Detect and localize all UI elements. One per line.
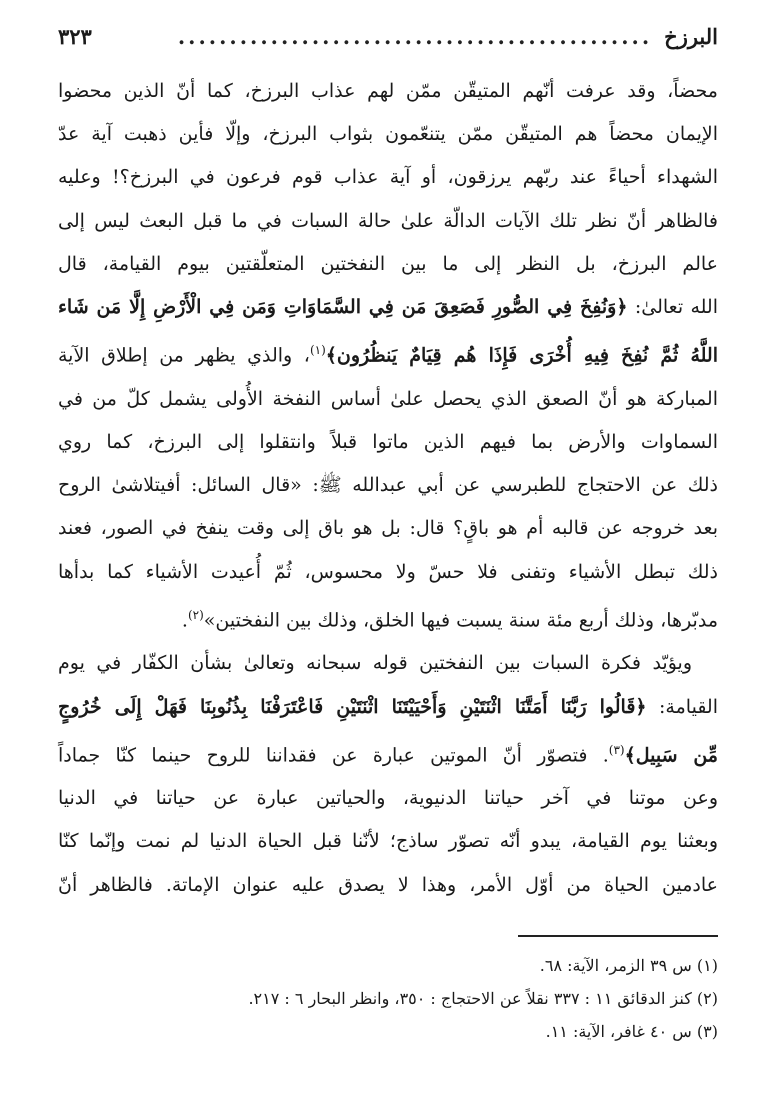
text-line: ذلك عن الاحتجاج للطبرسي عن أبي عبدالله ﷺ: «قال السائل: أفيتلاشىٰ الروح [58,474,718,497]
text-line: وعن موتنا في آخر حياتنا الدنيوية، والحياتين عبارة عن حياتنا في الدنيا [58,787,718,810]
chapter-title: البرزخ [664,24,718,49]
page-number: ٣٢٣ [58,24,92,49]
running-header [58,24,718,58]
text-line: المباركة هو أنّ الصعق الذي يحصل علىٰ أساس النفخة الأُولى يشمل كلّ من في [58,387,718,410]
text-line-quran [58,686,718,729]
text-line-quran [58,729,718,778]
footnote-3: (٣) س ٤٠ غافر، الآية: ١١. [545,1021,718,1041]
text-line [58,594,718,643]
text-line: محضاً، وقد عرفت أنّهم المتيقّن ممّن لهم عذاب البرزخ، كما أنّ الذين محضوا [58,80,718,102]
line-suffix: ، والذي يظهر من إطلاق الآية [58,344,310,367]
footnote-1: (١) س ٣٩ الزمر، الآية: ٦٨. [539,955,718,975]
text-line: عالم البرزخ، بل النظر إلى ما بين النفختين المتعلّقتين بيوم القيامة، قال [58,252,718,275]
text-line: الإيمان محضاً هم المتيقّن ممّن يتنعّمون بثواب البرزخ، وإلّا فأين ذهبت آية عدّ [58,123,718,146]
quran-verse: ﴿قَالُوا رَبَّنَا أَمَتَّنَا اثْنَتَيْنِ وَأَحْيَيْتَنَا اثْنَتَيْنِ فَاعْتَرَفْنَا بِذُنُوبِنَا فَهَلْ إِلَى خُرُوجٍ [58,695,647,718]
text-line: ويؤيّد فكرة السبات بين النفختين قوله سبحانه وتعالىٰ بشأن الكفّار في يوم [58,652,692,675]
quote-end: مدبّرها، وذلك أربع مئة سنة يسبت فيها الخلق، وذلك بين النفختين» [203,609,718,632]
text-line-quran [58,286,718,329]
paragraph-1 [58,70,718,642]
quran-verse: ﴿وَنُفِخَ فِي الصُّورِ فَصَعِقَ مَن فِي السَّمَاوَاتِ وَمَن فِي الْأَرْضِ إِلَّا مَن شَاء [58,296,628,319]
text-line: السماوات والأرض بما فيهم الذين ماتوا قبلاً وانتقلوا إلى البرزخ، كما روي [58,430,718,453]
book-page [58,24,718,1048]
text-line: وبعثنا يوم القيامة، يبدو أنّه تصوّر ساذج؛ لأنّنا قبل الحياة الدنيا لم نمت وإنّما كنّا [58,830,718,853]
text-line: بعد خروجه عن قالبه أم هو باقٍ؟ قال: بل هو باق إلى وقت ينفخ في الصور، فعند [58,517,718,540]
main-text [58,70,718,907]
line-prefix: القيامة: [646,695,718,718]
footnotes [58,949,718,1048]
footnote-2: (٢) كنز الدقائق ١١ : ٣٣٧ نقلاً عن الاحتجاج : ٣٥٠، وانظر البحار ٦ : ٢١٧. [248,988,718,1008]
footnote-separator [518,935,718,937]
text-line-quran [58,329,718,378]
paragraph-2 [58,642,718,907]
text-line: عادمين الحياة من أوّل الأمر، وهذا لا يصدق عليه عنوان الإماتة. فالظاهر أنّ [58,873,718,896]
line-prefix: الله تعالىٰ: [627,296,718,319]
footnote-ref-3[interactable]: (٣) [608,742,625,757]
line-suffix: . فتصوّر أنّ الموتين عبارة عن فقداننا للروح حينما كنّا جماداً [58,744,609,767]
text-line: الشهداء أحياءً عند ربّهم يرزقون، أو آية عذاب قوم فرعون في البرزخ؟! وعليه [58,166,718,189]
footnote-ref-2[interactable]: (٢) [187,607,204,622]
text-line: ذلك تبطل الأشياء وتفنى فلا حسّ ولا محسوس، ثُمّ أُعيدت الأشياء كما بدأها [58,560,718,583]
text-line: فالظاهر أنّ نظر تلك الآيات الدالّة علىٰ حالة السبات في ما قبل البعث ليس إلى [58,209,718,232]
footnote-ref-1[interactable]: (١) [309,343,326,358]
quran-verse: اللَّهُ ثُمَّ نُفِخَ فِيهِ أُخْرَى فَإِذَا هُم قِيَامٌ يَنظُرُون﴾ [325,344,719,367]
period: . [181,609,188,632]
header-leader-dots: .............................................. [177,24,653,49]
quran-verse: مِّن سَبِيل﴾ [624,744,718,767]
